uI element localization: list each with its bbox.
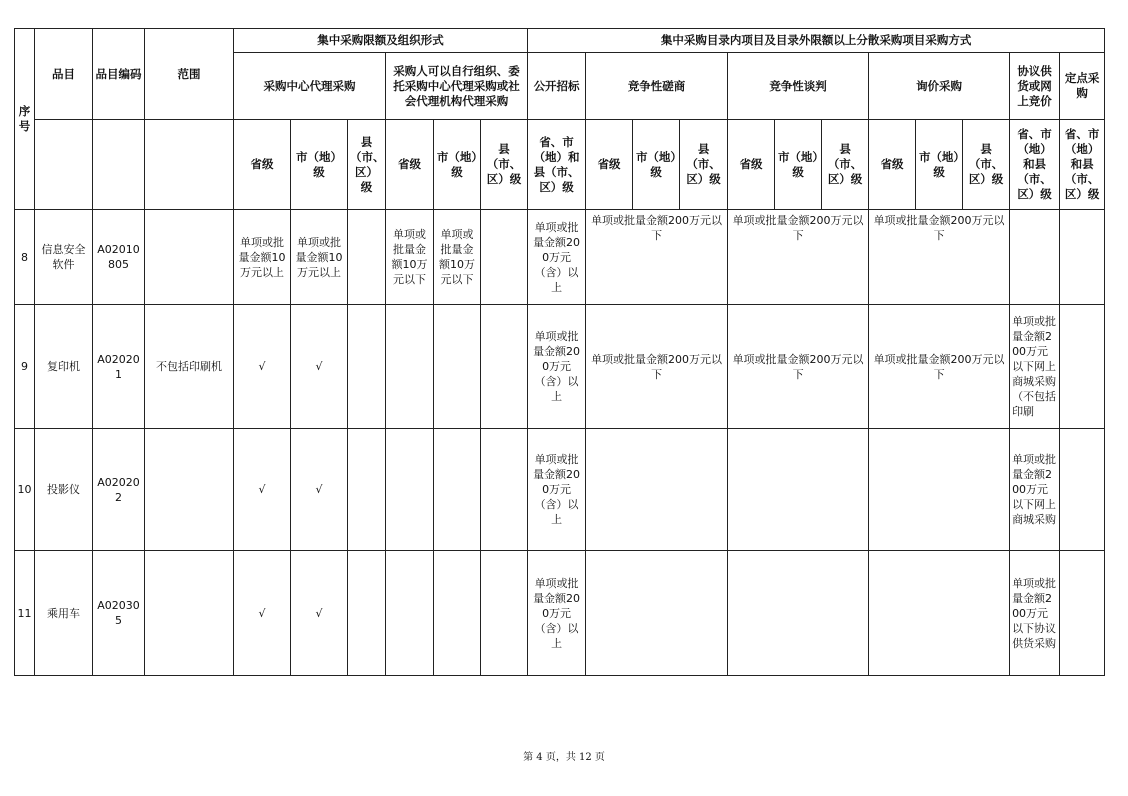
row-protocol [1010, 210, 1060, 305]
row-code: A020201 [93, 305, 145, 429]
row-agency-county [348, 305, 386, 429]
row-scope: 不包括印刷机 [145, 305, 234, 429]
row-consult [586, 551, 728, 676]
table-row [15, 429, 1105, 551]
procurement-table [14, 28, 1105, 676]
row-inquiry [869, 429, 1010, 551]
header-central-group: 集中采购限额及组织形式 [234, 29, 528, 53]
header-fixed-levels: 省、市（地）和县（市、区）级 [1060, 120, 1105, 210]
row-fixed-point [1060, 305, 1105, 429]
row-open-bid: 单项或批量金额200万元（含）以上 [528, 429, 586, 551]
row-agency-county [348, 429, 386, 551]
table-row [15, 305, 1105, 429]
table-row [15, 210, 1105, 305]
header-seq: 序号 [15, 29, 35, 210]
row-consult [586, 429, 728, 551]
row-seq: 10 [15, 429, 35, 551]
header-consult-county: 县（市、区）级 [680, 120, 728, 210]
row-scope [145, 551, 234, 676]
row-agency-province-check: √ [234, 305, 291, 429]
row-item: 复印机 [35, 305, 93, 429]
row-consult: 单项或批量金额200万元以下 [586, 305, 728, 429]
row-consult: 单项或批量金额200万元以下 [586, 210, 728, 305]
header-agency-province: 省级 [234, 120, 291, 210]
row-self-province [386, 305, 434, 429]
row-fixed-point [1060, 210, 1105, 305]
row-agency-province-check: √ [234, 551, 291, 676]
row-code: A02010805 [93, 210, 145, 305]
row-scope [145, 429, 234, 551]
header-code: 品目编码 [93, 29, 145, 120]
header-code-blank [93, 120, 145, 210]
row-seq: 11 [15, 551, 35, 676]
header-consult-province: 省级 [586, 120, 633, 210]
row-protocol: 单项或批量金额200万元以下网上商城采购（不包括印刷 [1010, 305, 1060, 429]
header-inquiry-county: 县（市、区）级 [963, 120, 1010, 210]
header-comp-negotiate: 竞争性谈判 [728, 53, 869, 120]
row-agency-county [348, 210, 386, 305]
row-inquiry: 单项或批量金额200万元以下 [869, 210, 1010, 305]
row-inquiry: 单项或批量金额200万元以下 [869, 305, 1010, 429]
header-item: 品目 [35, 29, 93, 120]
header-negotiate-county: 县（市、区）级 [822, 120, 869, 210]
row-self-county [481, 305, 528, 429]
row-self-city: 单项或批量金额10万元以下 [434, 210, 481, 305]
header-item-blank [35, 120, 93, 210]
table-row [15, 551, 1105, 676]
row-seq: 8 [15, 210, 35, 305]
row-self-province [386, 429, 434, 551]
row-protocol: 单项或批量金额200万元以下协议供货采购 [1010, 551, 1060, 676]
header-open-bid: 公开招标 [528, 53, 586, 120]
row-code: A020305 [93, 551, 145, 676]
header-open-bid-levels: 省、市（地）和县（市、区）级 [528, 120, 586, 210]
row-negotiate: 单项或批量金额200万元以下 [728, 305, 869, 429]
header-fixed-point: 定点采购 [1060, 53, 1105, 120]
row-self-city [434, 305, 481, 429]
header-negotiate-province: 省级 [728, 120, 775, 210]
row-item: 乘用车 [35, 551, 93, 676]
row-self-county [481, 551, 528, 676]
header-self-city: 市（地）级 [434, 120, 481, 210]
row-agency-county [348, 551, 386, 676]
header-self-county: 县（市、区）级 [481, 120, 528, 210]
header-inquiry-city: 市（地）级 [916, 120, 963, 210]
row-self-county [481, 429, 528, 551]
row-agency-city-check: √ [291, 551, 348, 676]
row-self-county [481, 210, 528, 305]
row-seq: 9 [15, 305, 35, 429]
row-negotiate [728, 551, 869, 676]
row-self-city [434, 429, 481, 551]
row-negotiate: 单项或批量金额200万元以下 [728, 210, 869, 305]
row-fixed-point [1060, 551, 1105, 676]
row-agency-city-check: √ [291, 429, 348, 551]
row-scope [145, 210, 234, 305]
row-agency-city-check: √ [291, 305, 348, 429]
row-self-city [434, 551, 481, 676]
header-scope-blank [145, 120, 234, 210]
header-inquiry-province: 省级 [869, 120, 916, 210]
header-agency: 采购中心代理采购 [234, 53, 386, 120]
row-self-province [386, 551, 434, 676]
header-agency-county: 县（市、区）级 [348, 120, 386, 210]
row-self-province: 单项或批量金额10万元以下 [386, 210, 434, 305]
header-negotiate-city: 市（地）级 [775, 120, 822, 210]
row-open-bid: 单项或批量金额200万元（含）以上 [528, 305, 586, 429]
header-consult-city: 市（地）级 [633, 120, 680, 210]
header-catalog-group: 集中采购目录内项目及目录外限额以上分散采购项目采购方式 [528, 29, 1105, 53]
row-negotiate [728, 429, 869, 551]
header-comp-consult: 竞争性磋商 [586, 53, 728, 120]
row-item: 信息安全软件 [35, 210, 93, 305]
header-agency-city: 市（地）级 [291, 120, 348, 210]
row-agency-province-check: √ [234, 429, 291, 551]
row-code: A020202 [93, 429, 145, 551]
row-protocol: 单项或批量金额200万元以下网上商城采购 [1010, 429, 1060, 551]
row-open-bid: 单项或批量金额200万元（含）以上 [528, 210, 586, 305]
row-item: 投影仪 [35, 429, 93, 551]
row-agency-city: 单项或批量金额10万元以上 [291, 210, 348, 305]
row-agency-province: 单项或批量金额10万元以上 [234, 210, 291, 305]
header-inquiry: 询价采购 [869, 53, 1010, 120]
row-fixed-point [1060, 429, 1105, 551]
header-protocol-levels: 省、市（地）和县（市、区）级 [1010, 120, 1060, 210]
header-self-province: 省级 [386, 120, 434, 210]
row-inquiry [869, 551, 1010, 676]
header-protocol: 协议供货或网上竞价 [1010, 53, 1060, 120]
header-self-org: 采购人可以自行组织、委托采购中心代理采购或社会代理机构代理采购 [386, 53, 528, 120]
page-number: 第 4 页，共 12 页 [523, 752, 605, 763]
header-scope: 范围 [145, 29, 234, 120]
row-open-bid: 单项或批量金额200万元（含）以上 [528, 551, 586, 676]
